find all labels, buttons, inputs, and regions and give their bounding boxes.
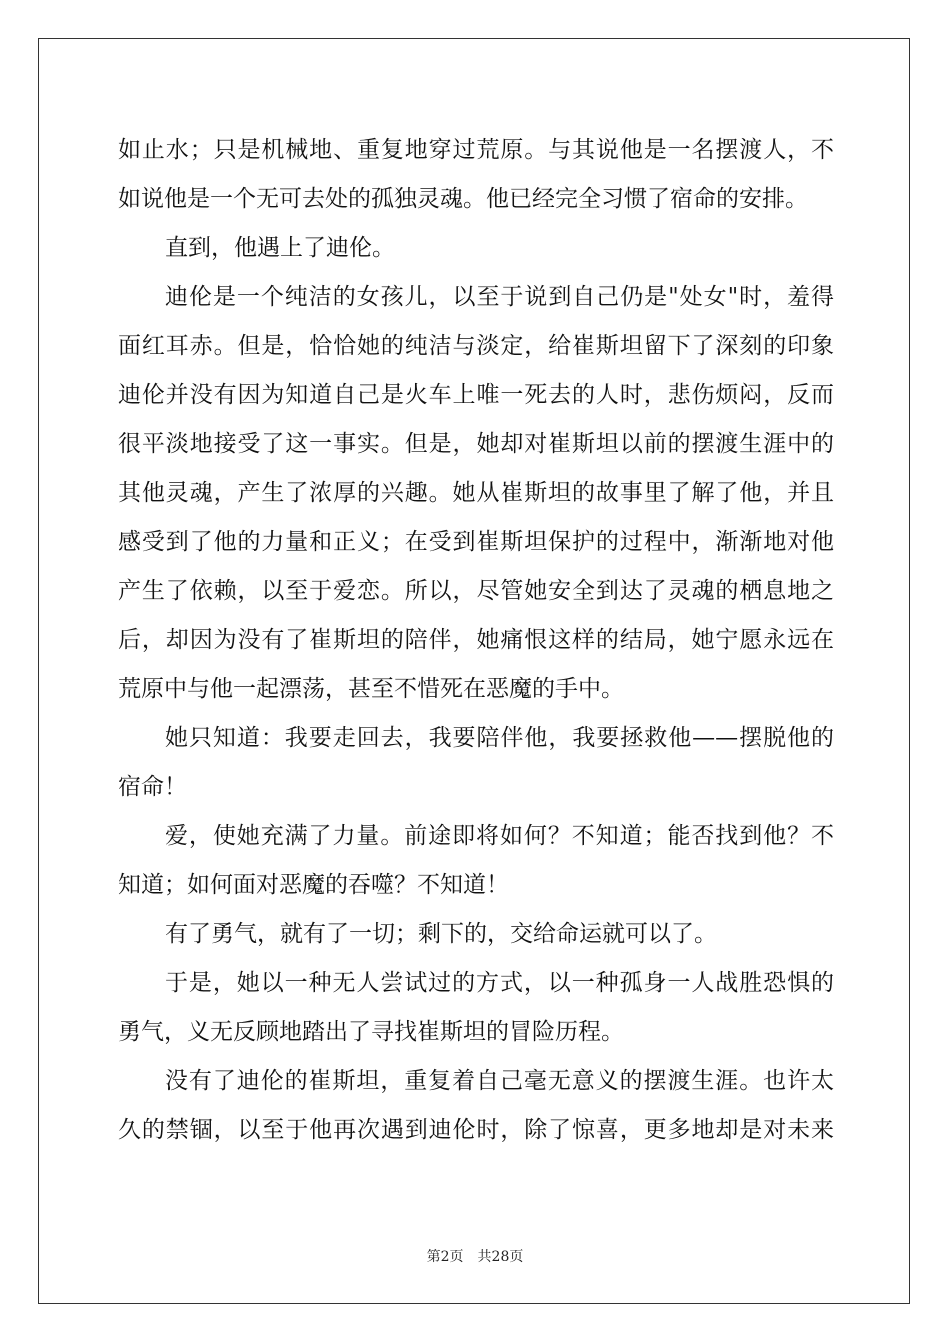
- text-line: 没有了迪伦的崔斯坦，重复着自己毫无意义的摆渡生涯。也许太: [165, 1068, 834, 1094]
- text-line: 知道；如何面对恶魔的吞噬？不知道！: [118, 872, 509, 898]
- document-body: [118, 126, 834, 1155]
- text-line: 后，却因为没有了崔斯坦的陪伴，她痛恨这样的结局，她宁愿永远在: [118, 627, 834, 653]
- text-line: 宿命！: [118, 774, 187, 800]
- text-line: 她只知道：我要走回去，我要陪伴他，我要拯救他——摆脱他的: [165, 725, 834, 751]
- text-line: 其他灵魂，产生了浓厚的兴趣。她从崔斯坦的故事里了解了他，并且: [118, 480, 834, 506]
- text-line: 久的禁锢，以至于他再次遇到迪伦时，除了惊喜，更多地却是对未来: [118, 1117, 834, 1143]
- text-line: 感受到了他的力量和正义；在受到崔斯坦保护的过程中，渐渐地对他: [118, 529, 834, 555]
- text-line: 勇气，义无反顾地踏出了寻找崔斯坦的冒险历程。: [118, 1019, 624, 1045]
- text-line: 直到，他遇上了迪伦。: [165, 235, 395, 261]
- text-line: 很平淡地接受了这一事实。但是，她却对崔斯坦以前的摆渡生涯中的: [118, 431, 834, 457]
- page-footer: [0, 1246, 950, 1266]
- total-page-count: 共28页: [477, 1249, 524, 1265]
- text-line: 迪伦并没有因为知道自己是火车上唯一死去的人时，悲伤烦闷，反而: [118, 382, 834, 408]
- text-line: 有了勇气，就有了一切；剩下的，交给命运就可以了。: [165, 921, 717, 947]
- text-line: 如说他是一个无可去处的孤独灵魂。他已经完全习惯了宿命的安排。: [118, 186, 808, 212]
- text-line: 迪伦是一个纯洁的女孩儿，以至于说到自己仍是"处女"时，羞得: [165, 284, 834, 310]
- text-line: 如止水；只是机械地、重复地穿过荒原。与其说他是一名摆渡人，不: [118, 137, 834, 163]
- text-line: 荒原中与他一起漂荡，甚至不惜死在恶魔的手中。: [118, 676, 624, 702]
- text-line: 爱，使她充满了力量。前途即将如何？不知道；能否找到他？不: [165, 823, 834, 849]
- current-page-number: 第2页: [426, 1249, 464, 1265]
- text-line: 于是，她以一种无人尝试过的方式，以一种孤身一人战胜恐惧的: [165, 970, 834, 996]
- text-line: 面红耳赤。但是，恰恰她的纯洁与淡定，给崔斯坦留下了深刻的印象: [118, 333, 834, 359]
- text-line: 产生了依赖，以至于爱恋。所以，尽管她安全到达了灵魂的栖息地之: [118, 578, 834, 604]
